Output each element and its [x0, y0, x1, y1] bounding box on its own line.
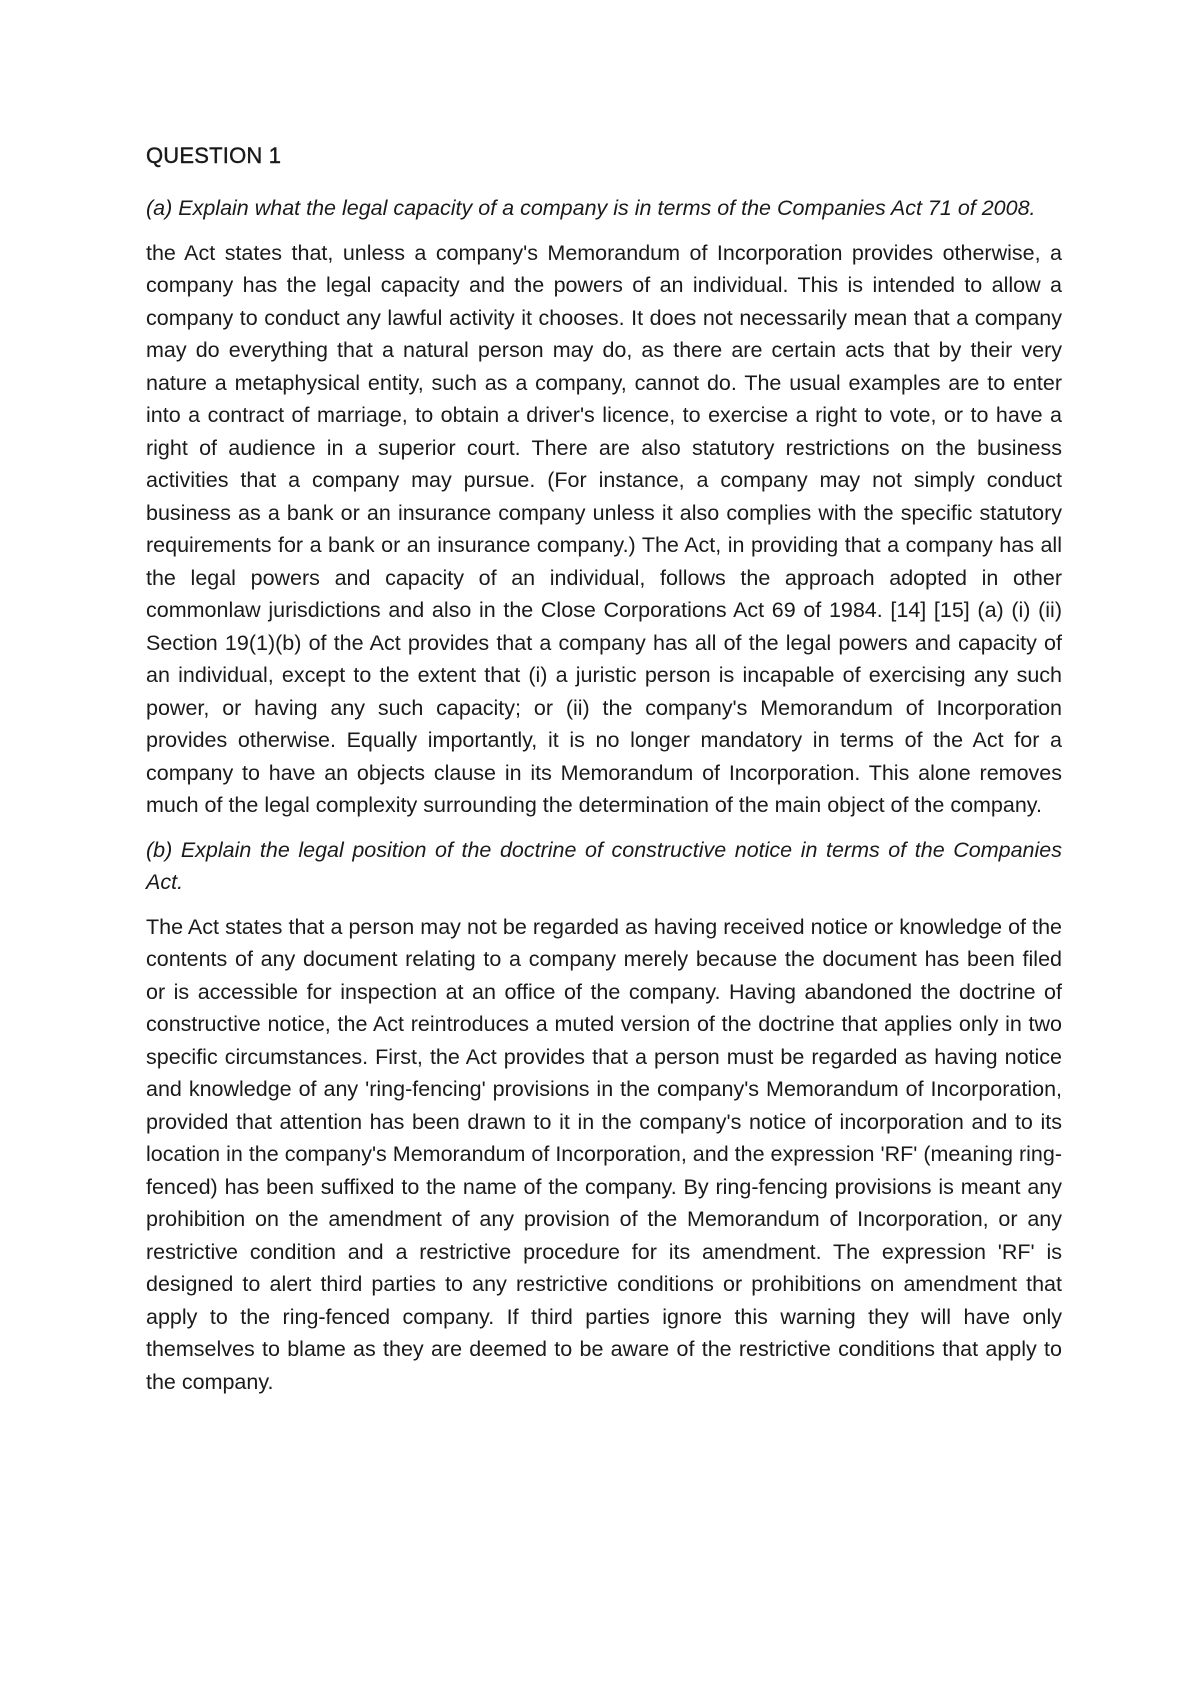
question-heading: QUESTION 1 — [146, 143, 282, 168]
question-a-answer: the Act states that, unless a company's Memorandum of Incorporation provides otherwise, a company has the legal capacity and the powers of an individual. This is intended to allow a company to conduct any lawful activity it chooses. It does not necessarily mean that a company may do everything that a natural person may do, as there are certain acts that by their very nature a metaphysical entity, such as a company, cannot do. The usual examples are to enter into a contract of marriage, to obtain a driver's licence, to exercise a right to vote, or to have a right of audience in a superior court. There are also statutory restrictions on the business activities that a company may pursue. (For instance, a company may not simply conduct business as a bank or an insurance company unless it also complies with the specific statutory requirements for a bank or an insurance company.) The Act, in providing that a company has all the legal powers and capacity of an individual, follows the approach adopted in other commonlaw jurisdictions and also in the Close Corporations Act 69 of 1984. [14] [15] (a) (i) (ii) Section 19(1)(b) of the Act provides that a company has all of the legal powers and capacity of an individual, except to the extent that (i) a juristic person is incapable of exercising any such power, or having any such capacity; or (ii) the company's Memorandum of Incorporation provides otherwise. Equally importantly, it is no longer mandatory in terms of the Act for a company to have an objects clause in its Memorandum of Incorporation. This alone removes much of the legal complexity surrounding the determination of the main object of the company. — [146, 240, 1062, 817]
document-page — [146, 140, 1062, 1410]
question-b-prompt: (b) Explain the legal position of the doctrine of constructive notice in terms of the Companies Act. — [146, 837, 1062, 894]
question-b-answer: The Act states that a person may not be regarded as having received notice or knowledge of the contents of any document relating to a company merely because the document has been filed or is accessible for inspection at an office of the company. Having abandoned the doctrine of constructive notice, the Act reintroduces a muted version of the doctrine that applies only in two specific circumstances. First, the Act provides that a person must be regarded as having notice and knowledge of any 'ring-fencing' provisions in the company's Memorandum of Incorporation, provided that attention has been drawn to it in the company's notice of incorporation and to its location in the company's Memorandum of Incorporation, and the expression 'RF' (meaning ring-fenced) has been suffixed to the name of the company. By ring-fencing provisions is meant any prohibition on the amendment of any provision of the Memorandum of Incorporation, or any restrictive condition and a restrictive procedure for its amendment. The expression 'RF' is designed to alert third parties to any restrictive conditions or prohibitions on amendment that apply to the ring-fenced company. If third parties ignore this warning they will have only themselves to blame as they are deemed to be aware of the restrictive conditions that apply to the company. — [146, 914, 1062, 1394]
question-a-prompt: (a) Explain what the legal capacity of a company is in terms of the Companies Act 71 of 2008. — [146, 196, 1036, 220]
